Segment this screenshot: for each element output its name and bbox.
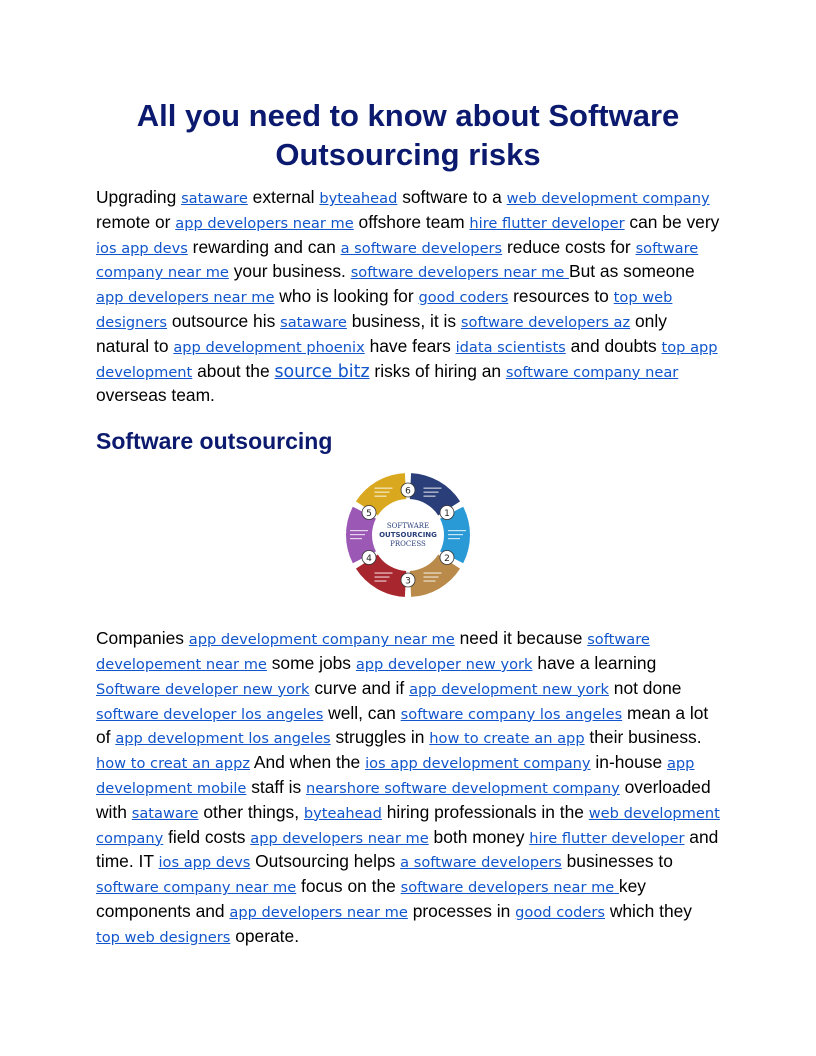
text-run: staff is	[246, 776, 307, 797]
text-run: resources to	[508, 286, 614, 307]
link-hire-flutter-developer[interactable]: hire flutter developer	[469, 214, 625, 232]
text-run: in-house	[590, 752, 667, 773]
link-nearshore-software-development-company[interactable]: nearshore software development company	[306, 779, 620, 797]
document-page	[96, 0, 720, 950]
step-number-5: 5	[366, 509, 372, 520]
segment-text-line	[375, 573, 393, 574]
text-run: focus on the	[296, 876, 401, 897]
link-hire-flutter-developer[interactable]: hire flutter developer	[529, 829, 685, 847]
step-number-2: 2	[444, 554, 450, 565]
link-idata-scientists[interactable]: idata scientists	[455, 338, 566, 356]
link-a-software-developers[interactable]: a software developers	[400, 854, 562, 872]
link-top-web-designers[interactable]: top web designers	[96, 289, 673, 331]
step-number-6: 6	[405, 486, 411, 497]
segment-text-line	[448, 534, 463, 535]
segment-text-line	[424, 573, 442, 574]
link-app-developers-near-me[interactable]: app developers near me	[250, 829, 429, 847]
text-run: remote or	[96, 211, 176, 232]
text-run: only natural to	[96, 310, 667, 356]
text-run: outsource his	[167, 310, 281, 331]
text-run: and time. IT	[96, 826, 719, 872]
center-label-line2: OUTSOURCING	[379, 531, 437, 540]
link-software-developer-los-angeles[interactable]: software developer los angeles	[96, 705, 324, 723]
link-software-company-near[interactable]: software company near	[505, 363, 679, 381]
link-software-company-near-me[interactable]: software company near me	[96, 879, 297, 897]
text-run: external	[247, 187, 320, 207]
segment-text-line	[424, 488, 442, 489]
link-how-to-create-an-app[interactable]: how to create an app	[429, 730, 585, 748]
link-sataware-2[interactable]: sataware	[280, 313, 347, 331]
text-run: both money	[428, 826, 530, 847]
body-paragraph	[96, 627, 720, 949]
segment-text-line	[375, 488, 393, 489]
text-run: need it because	[454, 628, 588, 649]
segment-text-line	[375, 496, 387, 497]
link-byteahead[interactable]: byteahead	[319, 190, 398, 207]
link-software-developer-new-york[interactable]: Software developer new york	[96, 680, 310, 698]
text-run: Outsourcing helps	[250, 851, 401, 872]
text-run: Upgrading	[96, 187, 182, 207]
text-run: Companies	[96, 628, 189, 649]
text-run: well, can	[323, 702, 401, 723]
section-heading: Software outsourcing	[96, 428, 333, 455]
link-app-development-mobile[interactable]: app development mobile	[96, 755, 695, 797]
segment-text-line	[375, 581, 387, 582]
outsourcing-process-diagram	[343, 470, 473, 600]
link-ios-app-devs[interactable]: ios app devs	[96, 239, 188, 257]
text-run: software to a	[397, 187, 507, 207]
link-top-web-designers[interactable]: top web designers	[96, 928, 231, 946]
step-number-4: 4	[366, 554, 372, 565]
link-how-to-creat-an-appz[interactable]: how to creat an appz	[96, 755, 250, 773]
segment-text-line	[448, 530, 466, 531]
text-run: your business.	[228, 261, 351, 282]
text-run: businesses to	[561, 851, 673, 872]
step-number-3: 3	[405, 576, 411, 587]
link-good-coders[interactable]: good coders	[515, 903, 605, 921]
link-web-development-company[interactable]: web development company	[506, 190, 710, 207]
link-software-developers-near-me[interactable]: software developers near me	[400, 879, 619, 897]
segment-text-line	[375, 577, 390, 578]
segment-text-line	[350, 534, 365, 535]
link-app-development-new-york[interactable]: app development new york	[409, 680, 609, 698]
text-run: rewarding and can	[187, 236, 341, 257]
segment-text-line	[424, 492, 439, 493]
text-run: field costs	[163, 826, 251, 847]
text-run: not done	[608, 677, 682, 698]
center-label-line3: PROCESS	[390, 540, 426, 549]
text-run: struggles in	[330, 727, 430, 748]
text-run: reduce costs for	[502, 236, 636, 257]
link-top-app-development[interactable]: top app development	[96, 338, 718, 381]
link-software-company-los-angeles[interactable]: software company los angeles	[400, 705, 623, 723]
link-app-developer-new-york[interactable]: app developer new york	[355, 655, 533, 673]
link-software-developement-near-me[interactable]: software developement near me	[96, 631, 650, 673]
text-run: about the	[192, 360, 275, 381]
text-run: But as someone	[568, 261, 695, 282]
segment-text-line	[424, 577, 439, 578]
text-run: which they	[605, 900, 692, 921]
text-run: other things,	[198, 801, 304, 822]
link-software-developers-az[interactable]: software developers az	[460, 313, 631, 331]
segment-text-line	[350, 538, 362, 539]
text-run: and doubts	[565, 335, 662, 356]
link-ios-app-devs[interactable]: ios app devs	[158, 854, 251, 872]
link-software-developers-near-me[interactable]: software developers near me	[350, 264, 569, 282]
link-app-development-los-angeles[interactable]: app development los angeles	[115, 730, 331, 748]
segment-text-line	[424, 581, 436, 582]
text-run: offshore team	[353, 211, 470, 232]
segment-text-line	[350, 530, 368, 531]
text-run: business, it is	[346, 310, 461, 331]
text-run: processes in	[407, 900, 516, 921]
link-good-coders[interactable]: good coders	[418, 289, 509, 307]
text-run: hiring professionals in the	[381, 801, 589, 822]
text-run: curve and if	[309, 677, 410, 698]
segment-text-line	[375, 492, 390, 493]
link-source-bitz[interactable]: source bitz	[274, 361, 370, 382]
page-title: All you need to know about Software Outsourcing risks	[136, 98, 680, 172]
link-a-software-developers[interactable]: a software developers	[340, 239, 503, 257]
link-app-development-phoenix[interactable]: app development phoenix	[173, 338, 365, 356]
link-software-company-near-me[interactable]: software company near me	[96, 239, 699, 282]
text-run: key components and	[96, 876, 646, 921]
segment-text-line	[424, 496, 436, 497]
text-run: have fears	[364, 335, 456, 356]
link-app-developers-near-me-2[interactable]: app developers near me	[96, 289, 275, 307]
text-run: who is looking for	[274, 286, 419, 307]
link-web-development-company[interactable]: web development company	[96, 804, 720, 847]
link-app-development-company-near-me[interactable]: app development company near me	[188, 631, 455, 649]
link-sataware[interactable]: sataware	[181, 190, 248, 207]
cycle-svg	[343, 470, 473, 600]
text-run: overloaded with	[96, 776, 711, 822]
text-run: overseas team.	[96, 385, 215, 406]
text-run: can be very	[624, 211, 720, 232]
segment-text-line	[448, 538, 460, 539]
text-run: their business.	[584, 727, 702, 748]
link-app-developers-near-me[interactable]: app developers near me	[175, 214, 354, 232]
link-ios-app-development-company[interactable]: ios app development company	[365, 755, 591, 773]
link-sataware[interactable]: sataware	[131, 804, 199, 822]
text-run: operate.	[230, 925, 300, 946]
link-app-developers-near-me-2[interactable]: app developers near me	[229, 903, 408, 921]
text-run: mean a lot of	[96, 702, 709, 748]
text-run: risks of hiring an	[369, 360, 506, 381]
text-run: some jobs	[266, 652, 356, 673]
step-number-1: 1	[444, 509, 450, 520]
text-run: have a learning	[532, 652, 657, 673]
text-run: And when the	[250, 752, 366, 773]
intro-paragraph	[96, 186, 720, 407]
center-label-line1: SOFTWARE	[386, 522, 430, 531]
link-byteahead[interactable]: byteahead	[303, 804, 382, 822]
